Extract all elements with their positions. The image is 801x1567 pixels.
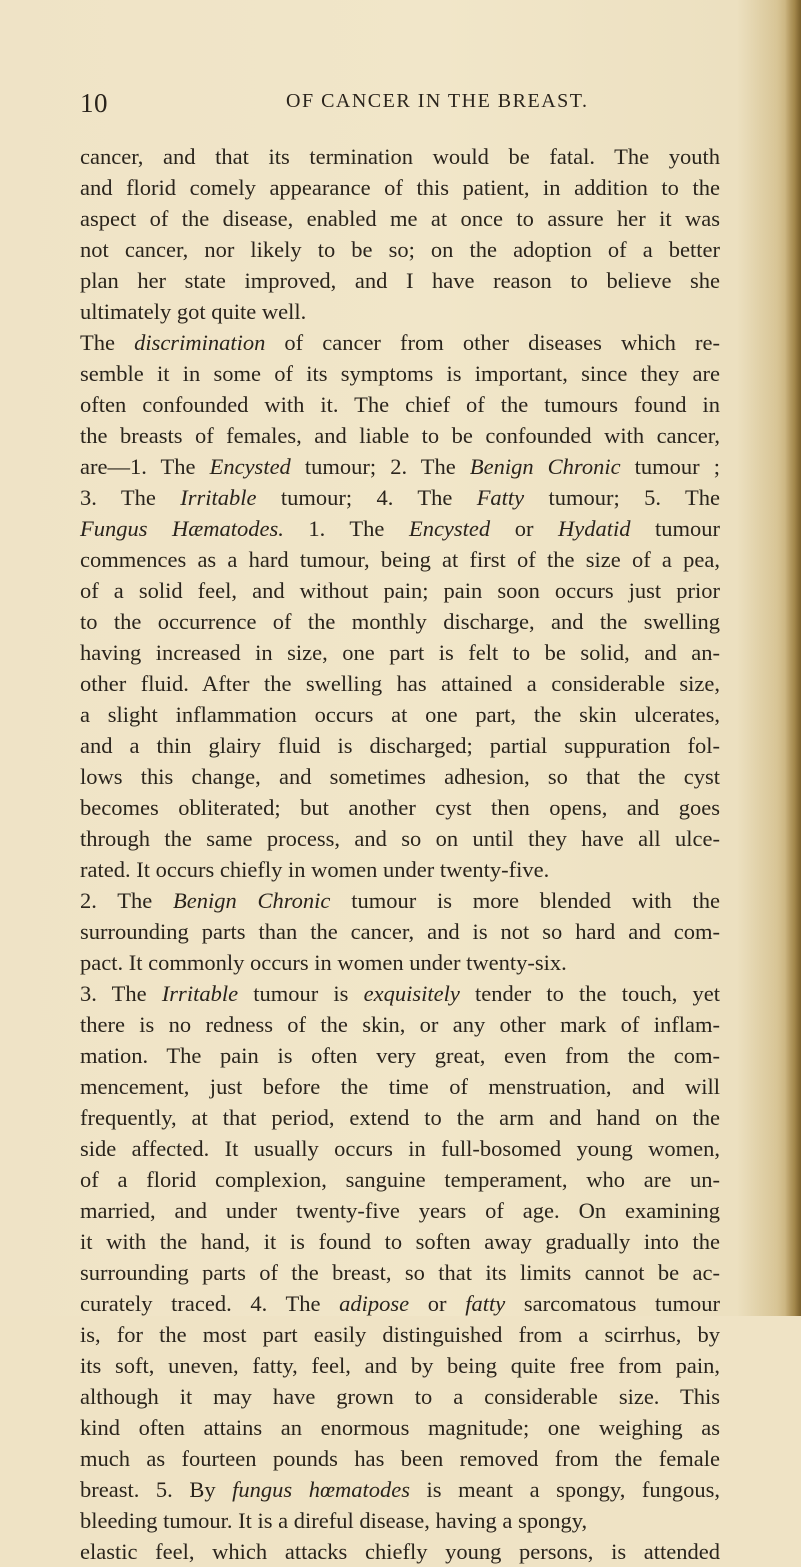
text-segment: surrounding parts of the breast, so that its limits cannot be ac- <box>80 1260 720 1285</box>
text-segment: becomes obliterated; but another cyst then opens, and goes <box>80 795 720 820</box>
text-segment: ultimately got quite well. <box>80 299 307 324</box>
italic-text: discrimination <box>134 330 266 355</box>
text-line <box>80 575 720 606</box>
page-edge-shadow <box>785 0 801 1316</box>
text-line <box>80 296 720 327</box>
text-line <box>80 730 720 761</box>
text-segment: and florid comely appearance of this patient, in addition to the <box>80 175 720 200</box>
text-line <box>80 1133 720 1164</box>
text-line <box>80 854 720 885</box>
text-segment: tumour; 2. The <box>290 454 470 479</box>
text-segment: of cancer from other diseases which re- <box>265 330 720 355</box>
text-line <box>80 141 720 172</box>
text-line <box>80 792 720 823</box>
text-segment: frequently, at that period, extend to the arm and hand on the <box>80 1105 720 1130</box>
text-segment: 3. The <box>80 981 162 1006</box>
text-segment: tumour is <box>238 981 364 1006</box>
text-segment: to the occurrence of the monthly discharge, and the swelling <box>80 609 720 634</box>
text-line <box>80 1505 720 1536</box>
text-segment: 1. The <box>283 516 409 541</box>
text-line <box>80 1474 720 1505</box>
text-segment: of a solid feel, and without pain; pain soon occurs just prior <box>80 578 720 603</box>
italic-text: Fungus Hæmatodes. <box>80 516 284 541</box>
text-segment: much as fourteen pounds has been removed from the female <box>80 1446 720 1471</box>
text-segment: tumour; 5. The <box>524 485 721 510</box>
text-segment: lows this change, and sometimes adhesion, so that the cyst <box>80 764 720 789</box>
text-line <box>80 544 720 575</box>
text-line <box>80 668 720 699</box>
text-segment: although it may have grown to a considerable size. This <box>80 1384 720 1409</box>
text-segment: side affected. It usually occurs in full-bosomed young women, <box>80 1136 720 1161</box>
text-line <box>80 420 720 451</box>
text-segment: of a florid complexion, sanguine temperament, who are un- <box>80 1167 720 1192</box>
text-line <box>80 823 720 854</box>
text-line <box>80 1071 720 1102</box>
text-line <box>80 761 720 792</box>
text-segment: plan her state improved, and I have reason to believe she <box>80 268 720 293</box>
text-segment: 3. The <box>80 485 181 510</box>
text-segment: married, and under twenty-five years of age. On examining <box>80 1198 720 1223</box>
italic-text: exquisitely <box>363 981 460 1006</box>
text-segment: it with the hand, it is found to soften away gradually into the <box>80 1229 720 1254</box>
italic-text: Benign Chronic <box>173 888 331 913</box>
running-head <box>80 88 720 118</box>
text-segment: a slight inflammation occurs at one part, the skin ulcerates, <box>80 702 720 727</box>
text-segment: other fluid. After the swelling has attained a considerable size, <box>80 671 720 696</box>
text-line <box>80 1257 720 1288</box>
text-segment: its soft, uneven, fatty, feel, and by being quite free from pain, <box>80 1353 720 1378</box>
text-segment: not cancer, nor likely to be so; on the adoption of a better <box>80 237 720 262</box>
text-line <box>80 513 720 544</box>
text-segment: tender to the touch, yet <box>459 981 720 1006</box>
italic-text: Irritable <box>180 485 257 510</box>
text-segment: or <box>409 1291 466 1316</box>
text-line <box>80 1226 720 1257</box>
text-segment: through the same process, and so on until they have all ulce- <box>80 826 720 851</box>
text-line <box>80 203 720 234</box>
text-line <box>80 916 720 947</box>
italic-text: Hydatid <box>557 516 631 541</box>
text-line <box>80 637 720 668</box>
text-segment: bleeding tumour. It is a direful disease, having a spongy, <box>80 1508 588 1533</box>
page-number: 10 <box>80 88 108 118</box>
text-segment: mencement, just before the time of menstruation, and will <box>80 1074 720 1099</box>
text-segment: tumour <box>630 516 721 541</box>
text-segment: the breasts of females, and liable to be confounded with cancer, <box>80 423 720 448</box>
text-segment: kind often attains an enormous magnitude; one weighing as <box>80 1415 720 1440</box>
italic-text: Irritable <box>161 981 239 1006</box>
text-segment: tumour is more blended with the <box>330 888 720 913</box>
text-segment: tumour ; <box>620 454 720 479</box>
text-line <box>80 947 720 978</box>
text-segment: The <box>80 330 135 355</box>
text-line <box>80 482 720 513</box>
text-line <box>80 1040 720 1071</box>
text-line <box>80 1536 720 1567</box>
text-line <box>80 327 720 358</box>
text-segment: tumour; 4. The <box>256 485 477 510</box>
text-line <box>80 978 720 1009</box>
italic-text: adipose <box>339 1291 410 1316</box>
text-segment: semble it in some of its symptoms is important, since they are <box>80 361 720 386</box>
text-line <box>80 606 720 637</box>
text-line <box>80 1102 720 1133</box>
text-segment: commences as a hard tumour, being at first of the size of a pea, <box>80 547 720 572</box>
text-segment: sarcomatous tumour <box>505 1291 721 1316</box>
italic-text: Encysted <box>209 454 291 479</box>
text-line <box>80 451 720 482</box>
italic-text: fatty <box>465 1291 506 1316</box>
text-line <box>80 1319 720 1350</box>
text-line <box>80 885 720 916</box>
text-line <box>80 358 720 389</box>
italic-text: Encysted <box>408 516 491 541</box>
italic-text: fungus hœmatodes <box>232 1477 410 1502</box>
text-line <box>80 1381 720 1412</box>
text-line <box>80 172 720 203</box>
text-line <box>80 699 720 730</box>
text-segment: mation. The pain is often very great, even from the com- <box>80 1043 720 1068</box>
text-line <box>80 1288 720 1319</box>
text-segment: having increased in size, one part is felt to be solid, and an- <box>80 640 720 665</box>
text-segment: cancer, and that its termination would be fatal. The youth <box>80 144 720 169</box>
italic-text: Benign Chronic <box>469 454 621 479</box>
text-segment: elastic feel, which attacks chiefly young persons, is attended <box>80 1539 720 1564</box>
text-line <box>80 234 720 265</box>
text-segment: there is no redness of the skin, or any other mark of inflam- <box>80 1012 720 1037</box>
text-segment: is meant a spongy, fungous, <box>409 1477 721 1502</box>
text-segment: and a thin glairy fluid is discharged; partial suppuration fol- <box>80 733 720 758</box>
text-segment: or <box>490 516 558 541</box>
text-segment: curately traced. 4. The <box>80 1291 340 1316</box>
text-segment: rated. It occurs chiefly in women under twenty-five. <box>80 857 550 882</box>
text-line <box>80 1195 720 1226</box>
text-line <box>80 1443 720 1474</box>
text-segment: is, for the most part easily distinguished from a scirrhus, by <box>80 1322 720 1347</box>
text-segment: are—1. The <box>80 454 210 479</box>
text-segment: surrounding parts than the cancer, and is not so hard and com- <box>80 919 720 944</box>
text-line <box>80 1350 720 1381</box>
text-line <box>80 1412 720 1443</box>
text-line <box>80 1164 720 1195</box>
text-line <box>80 389 720 420</box>
text-segment: 2. The <box>80 888 173 913</box>
text-segment: breast. 5. By <box>80 1477 233 1502</box>
text-line <box>80 265 720 296</box>
text-segment: often confounded with it. The chief of the tumours found in <box>80 392 720 417</box>
body-text <box>80 141 720 1567</box>
text-segment: pact. It commonly occurs in women under twenty-six. <box>80 950 567 975</box>
italic-text: Fatty <box>476 485 525 510</box>
text-segment: aspect of the disease, enabled me at once to assure her it was <box>80 206 720 231</box>
text-line <box>80 1009 720 1040</box>
running-title: OF CANCER IN THE BREAST. <box>286 90 589 112</box>
